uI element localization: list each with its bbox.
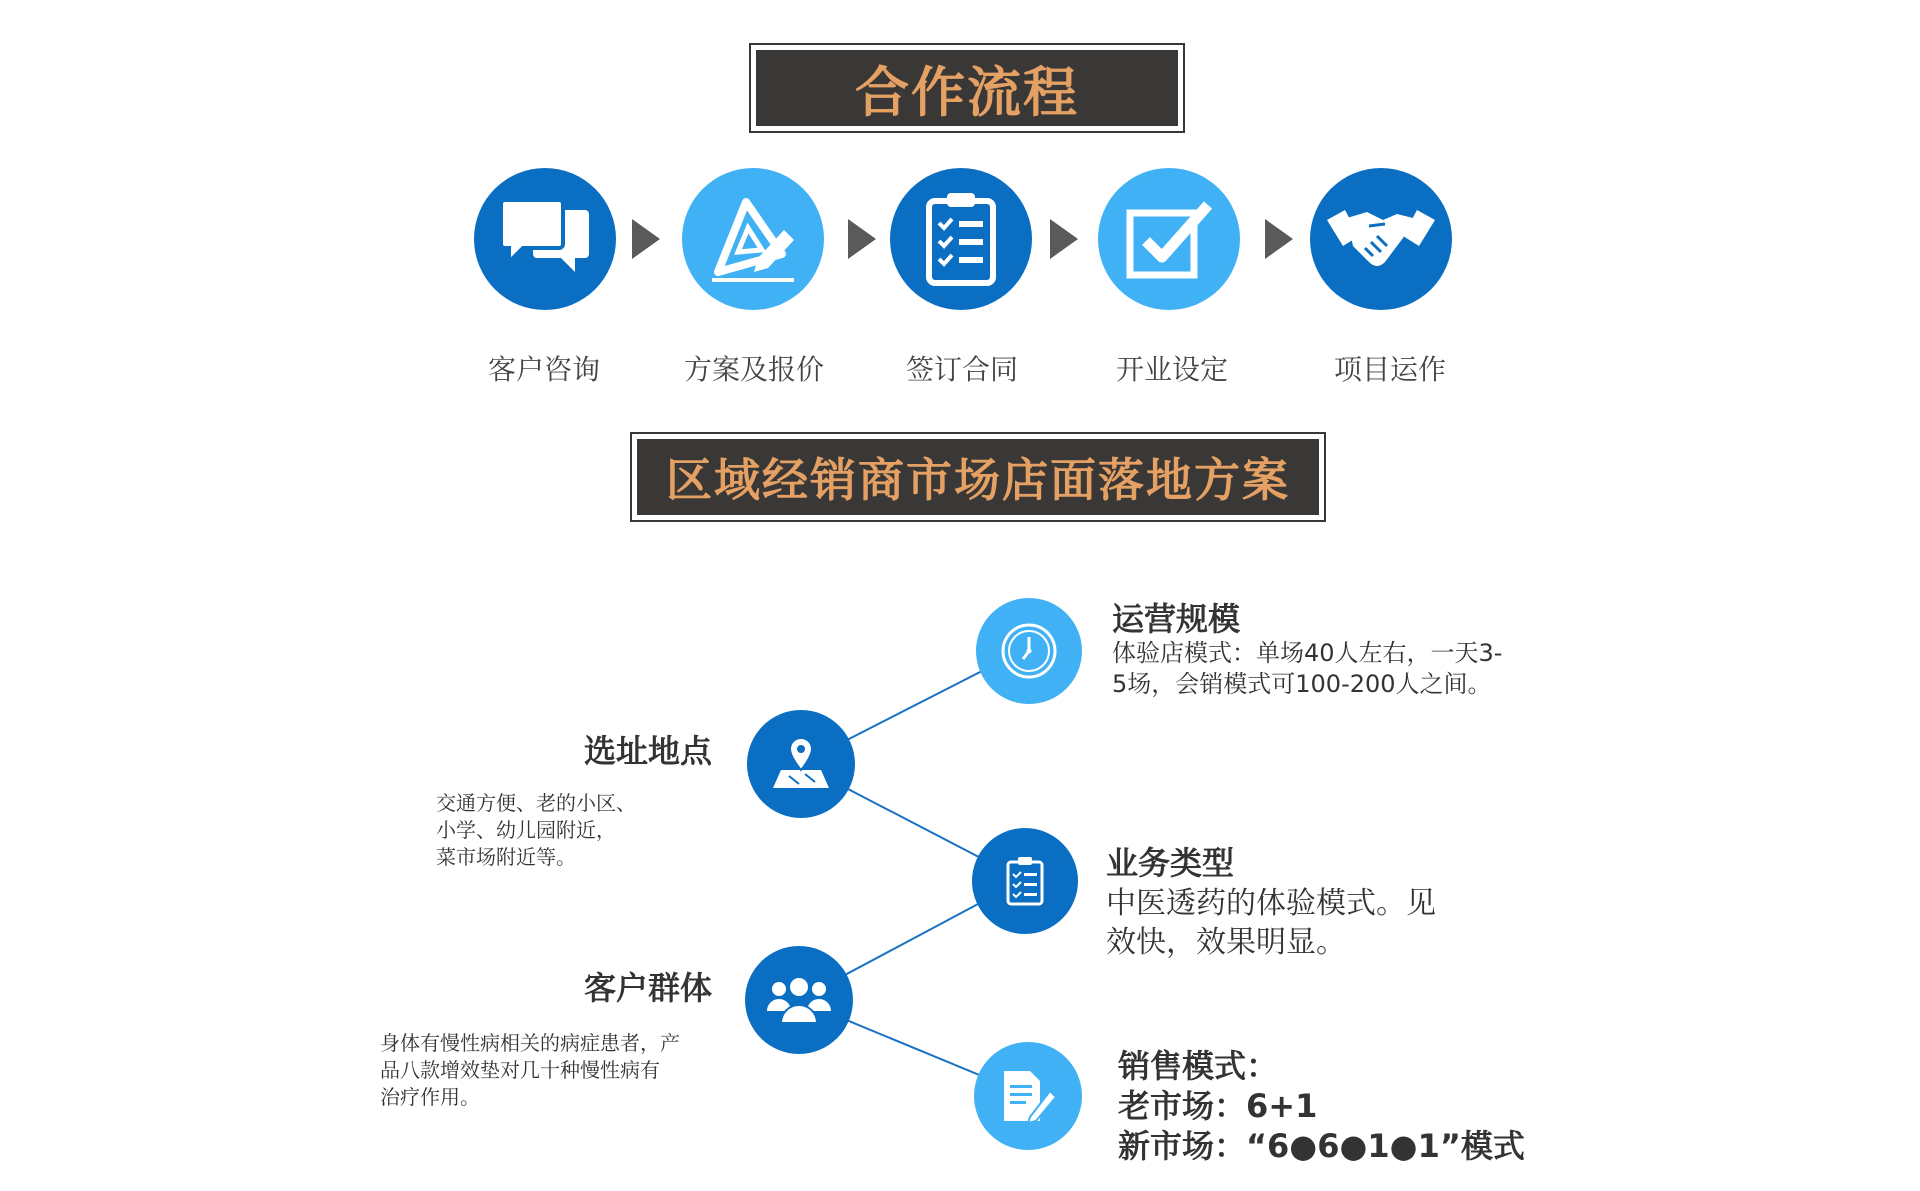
scale-description	[1112, 638, 1502, 700]
sales-description	[1118, 1046, 1525, 1166]
location-line-3: 菜市场附近等。	[436, 845, 576, 869]
scale-line-1: 体验店模式：单场40人左右，一天3-	[1112, 639, 1503, 667]
scale-heading: 运营规模	[1112, 600, 1241, 638]
sales-line-2: 老市场：6+1	[1118, 1087, 1318, 1125]
map-pin-icon	[771, 736, 831, 792]
step-2-label: 方案及报价	[683, 353, 824, 386]
sales-line-3: 新市场：“6●6●1●1”模式	[1118, 1127, 1525, 1165]
customers-line-2: 品八款增效垫对几十种慢性病有	[380, 1058, 660, 1082]
location-heading: 选址地点	[584, 732, 713, 770]
scale-circle	[976, 598, 1082, 704]
location-line-1: 交通方便、老的小区、	[436, 791, 636, 815]
clock-icon	[999, 621, 1059, 681]
step-4-label: 开业设定	[1115, 353, 1228, 386]
scale-line-2: 5场，会销模式可100-200人之间。	[1112, 670, 1492, 698]
business-circle	[972, 828, 1078, 934]
business-line-1: 中医透药的体验模式。见	[1106, 886, 1436, 921]
step-1-label: 客户咨询	[487, 353, 600, 386]
process-title: 合作流程	[756, 50, 1178, 126]
customers-description	[380, 1030, 680, 1111]
customers-heading: 客户群体	[584, 969, 713, 1007]
customers-circle	[745, 946, 853, 1054]
plan-title: 区域经销商市场店面落地方案	[637, 439, 1319, 515]
customers-line-1: 身体有慢性病相关的病症患者，产	[380, 1031, 680, 1055]
document-edit-icon	[1000, 1067, 1056, 1125]
sales-line-1: 销售模式：	[1118, 1047, 1279, 1085]
step-3-label: 签订合同	[905, 353, 1018, 386]
customers-line-3: 治疗作用。	[380, 1085, 480, 1109]
business-description	[1106, 884, 1436, 962]
group-users-icon	[767, 975, 831, 1025]
location-line-2: 小学、幼儿园附近，	[436, 818, 616, 842]
sales-circle	[974, 1042, 1082, 1150]
step-5-label: 项目运作	[1333, 353, 1446, 386]
business-line-2: 效快，效果明显。	[1106, 925, 1346, 960]
location-circle	[747, 710, 855, 818]
clipboard-list-icon	[1006, 856, 1044, 906]
location-description	[436, 790, 636, 871]
business-heading: 业务类型	[1106, 844, 1235, 882]
